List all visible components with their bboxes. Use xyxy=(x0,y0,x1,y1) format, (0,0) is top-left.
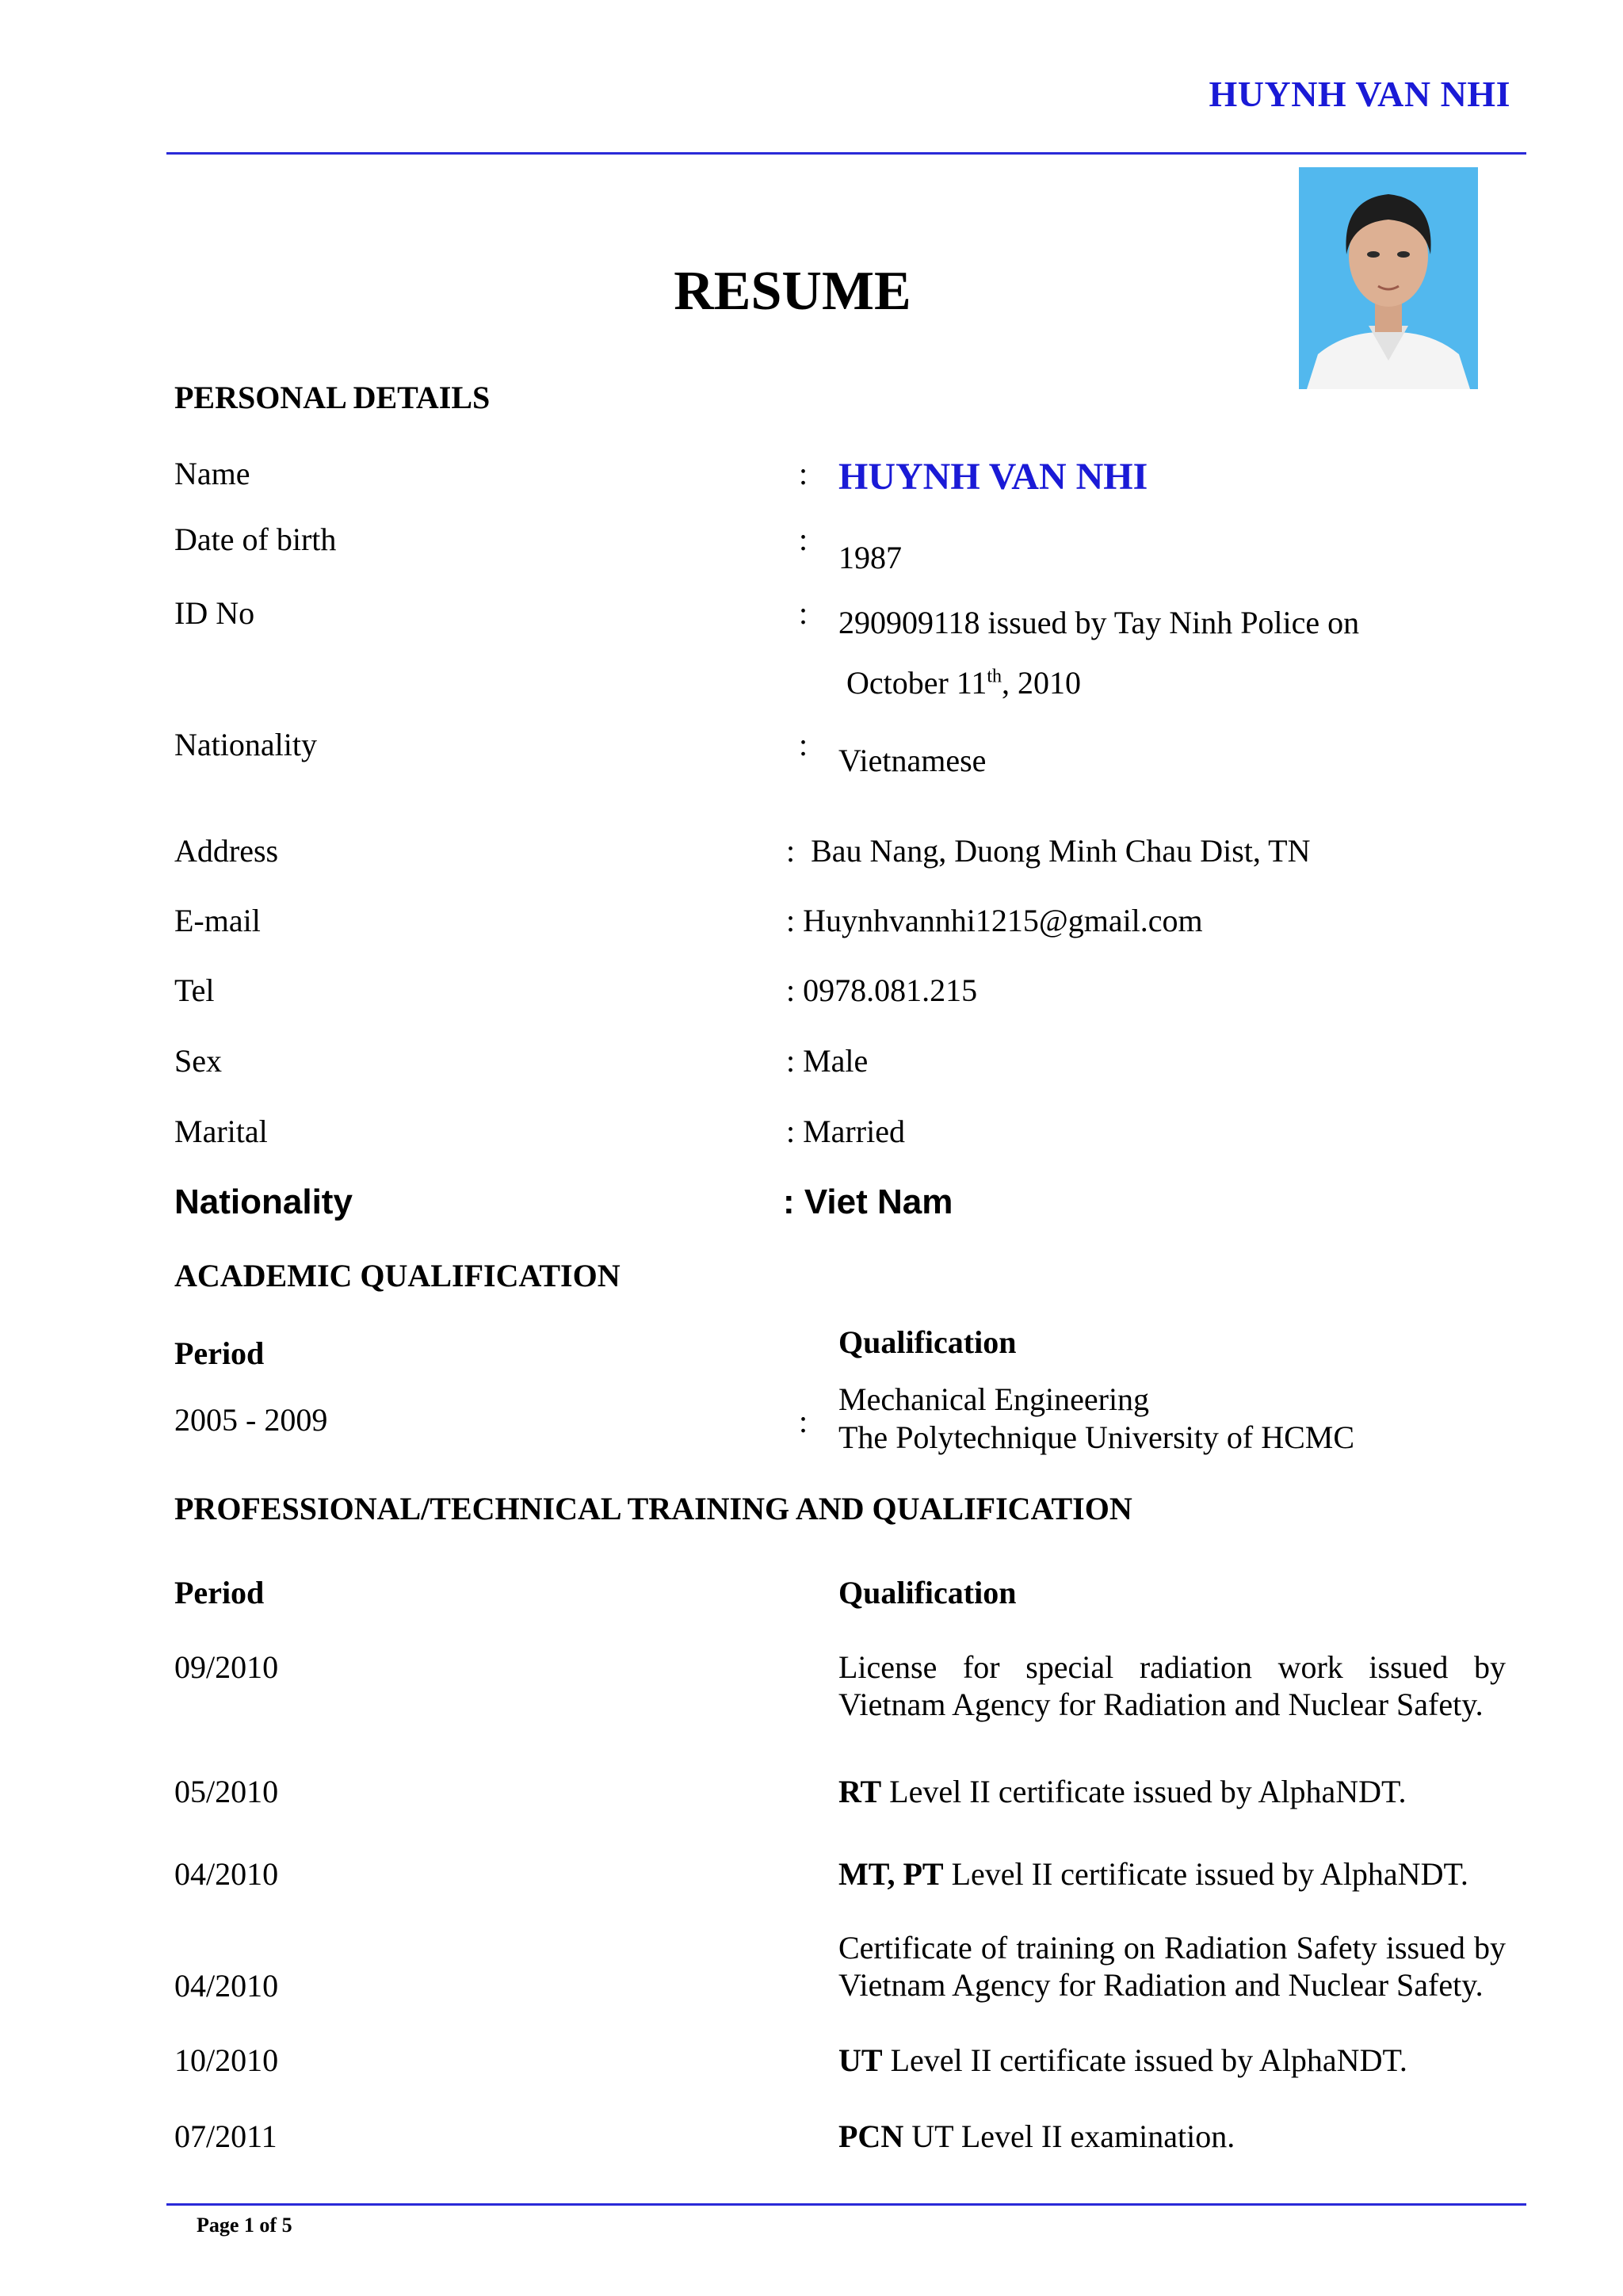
training-period-header: Period xyxy=(174,1575,265,1610)
nationality-label: Nationality xyxy=(174,727,317,762)
document-title: RESUME xyxy=(674,261,911,322)
name-value: HUYNH VAN NHI xyxy=(838,456,1148,498)
academic-period: 2005 - 2009 xyxy=(174,1402,328,1438)
marital-label: Marital xyxy=(174,1114,268,1149)
training-row-3-period: 04/2010 xyxy=(174,1856,279,1892)
tel-label: Tel xyxy=(174,972,215,1008)
header-name: HUYNH VAN NHI xyxy=(1209,74,1510,114)
dob-label: Date of birth xyxy=(174,521,337,557)
academic-colon: : xyxy=(799,1404,808,1439)
training-row-5-period: 10/2010 xyxy=(174,2042,279,2078)
training-row-2-period: 05/2010 xyxy=(174,1774,279,1809)
personal-details-heading: PERSONAL DETAILS xyxy=(174,380,491,415)
training-row-3-qualification: MT, PT Level II certificate issued by AlphaNDT. xyxy=(838,1856,1468,1892)
footer-rule xyxy=(166,2203,1526,2206)
training-row-6-qualification: PCN UT Level II examination. xyxy=(838,2118,1235,2154)
nationality-value: Vietnamese xyxy=(838,743,987,778)
id-value-line2: October 11th, 2010 xyxy=(846,665,1082,701)
training-qualification-header: Qualification xyxy=(838,1575,1017,1610)
nationality-colon: : xyxy=(799,727,808,762)
dob-colon: : xyxy=(799,521,808,557)
header-rule xyxy=(166,152,1526,155)
training-row-1-period: 09/2010 xyxy=(174,1649,279,1685)
address-label: Address xyxy=(174,833,279,869)
name-label: Name xyxy=(174,456,250,491)
nationality2-value: : Viet Nam xyxy=(783,1182,953,1221)
academic-period-header: Period xyxy=(174,1335,265,1371)
training-row-6-period: 07/2011 xyxy=(174,2118,277,2154)
training-row-4-period: 04/2010 xyxy=(174,1968,279,2004)
dob-value: 1987 xyxy=(838,540,902,575)
academic-qualification-line1: Mechanical Engineering xyxy=(838,1381,1150,1417)
academic-qualification-header: Qualification xyxy=(838,1324,1017,1360)
email-label: E-mail xyxy=(174,903,261,938)
training-row-2-qualification: RT Level II certificate issued by AlphaNDT. xyxy=(838,1774,1407,1809)
nationality2-label: Nationality xyxy=(174,1182,353,1221)
address-value: : Bau Nang, Duong Minh Chau Dist, TN xyxy=(786,833,1311,869)
marital-value: : Married xyxy=(786,1114,905,1149)
sex-value: : Male xyxy=(786,1043,869,1079)
training-row-5-qualification: UT Level II certificate issued by AlphaNDT. xyxy=(838,2042,1407,2078)
training-row-4-qualification: Certificate of training on Radiation Safety issued by Vietnam Agency for Radiation and Nuclear Safety. xyxy=(838,1930,1506,2003)
academic-qualification-line2: The Polytechnique University of HCMC xyxy=(838,1419,1355,1455)
sex-label: Sex xyxy=(174,1043,222,1079)
id-colon: : xyxy=(799,595,808,631)
tel-value: : 0978.081.215 xyxy=(786,972,978,1008)
name-colon: : xyxy=(799,456,808,491)
id-label: ID No xyxy=(174,595,255,631)
id-value-line1: 290909118 issued by Tay Ninh Police on xyxy=(838,605,1360,640)
academic-heading: ACADEMIC QUALIFICATION xyxy=(174,1258,621,1293)
page-number: Page 1 of 5 xyxy=(197,2214,292,2237)
training-row-1-qualification: License for special radiation work issued by Vietnam Agency for Radiation and Nuclear Safety. xyxy=(838,1649,1506,1722)
training-heading: PROFESSIONAL/TECHNICAL TRAINING AND QUALIFICATION xyxy=(174,1491,1132,1526)
email-value: : Huynhvannhi1215@gmail.com xyxy=(786,903,1203,938)
